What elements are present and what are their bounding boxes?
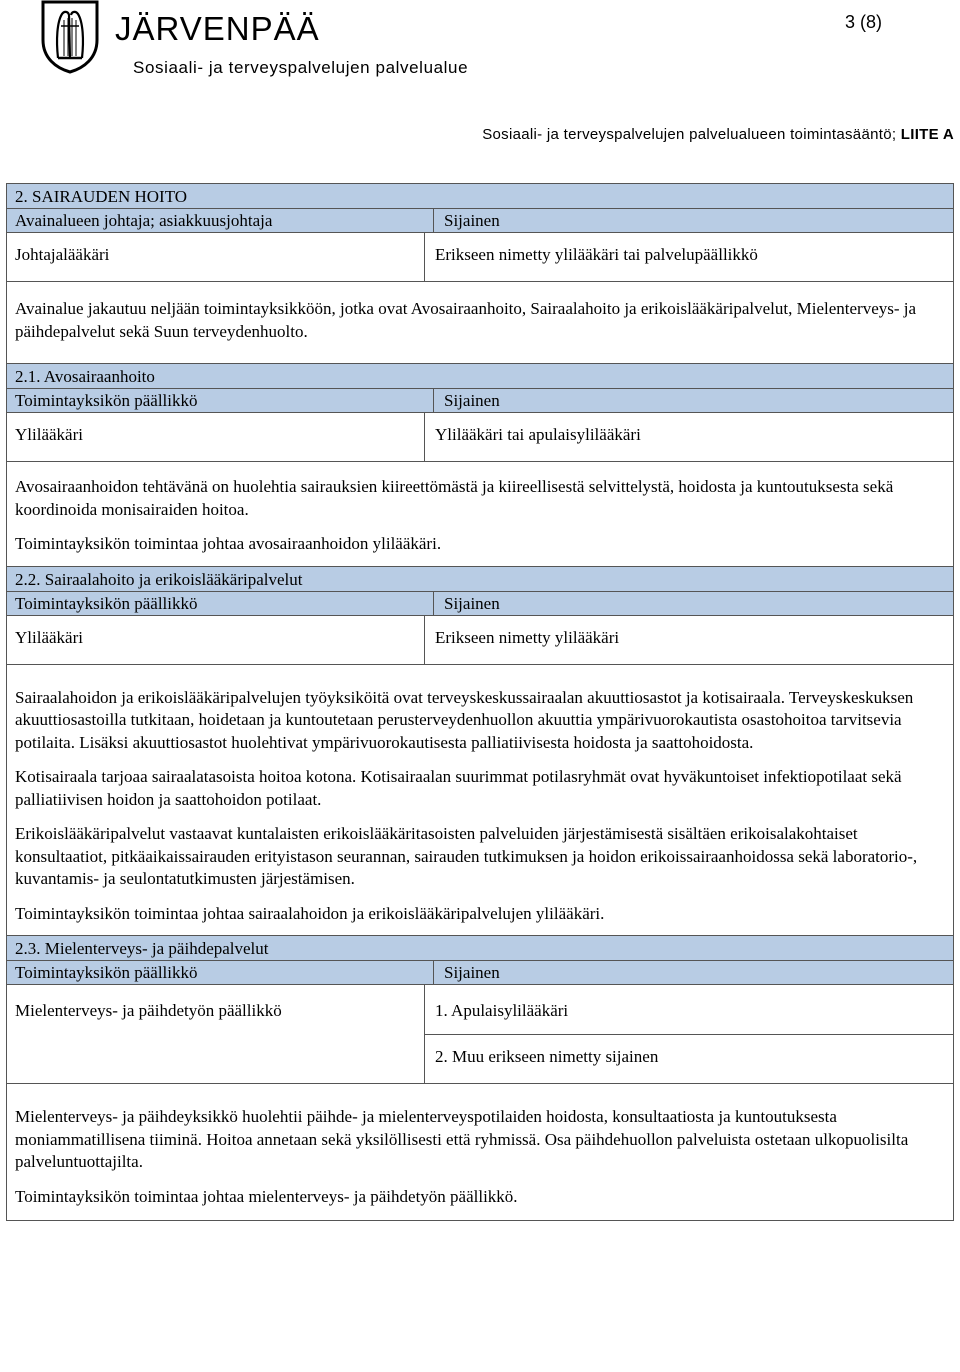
- section-2: [6, 183, 954, 364]
- section-2-1: [6, 364, 954, 567]
- deputy-label: Sijainen: [444, 211, 500, 230]
- role-value: Johtajalääkäri: [7, 233, 425, 281]
- section-title: 2.1. Avosairaanhoito: [7, 364, 953, 389]
- paragraph: Erikoislääkäripalvelut vastaavat kuntalaisten erikoislääkäritasoisten palveluiden järjestämisestä sisältäen erikoisalakohtaiset konsultaatiot, pitkäaikaissairauden erityistason seurannan, sairauden tutkimuksen ja hoidon erikoissairaanhoidossa sekä laboratorio-, kuvantamis- ja seulontatutkimusten järjestämisen.: [15, 824, 918, 888]
- section-2-2: [6, 567, 954, 937]
- paragraph: Toimintayksikön toimintaa johtaa mielenterveys- ja päihdetyön päällikkö.: [15, 1186, 518, 1206]
- role-header-row: [7, 592, 953, 616]
- role-label: Toimintayksikön päällikkö: [7, 961, 434, 984]
- paragraph: Sairaalahoidon ja erikoislääkäripalvelujen työyksiköitä ovat terveyskeskussairaalan akuuttiosastot ja kotisairaala. Terveyskeskuksen akuuttiosastoilla tutkitaan, hoidetaan ja kuntoutetaan perusterveydenhuollon akuuttia ympärivuorokautista osastohoitoa tarvitsevia potilaita. Lisäksi akuuttiosastot huolehtivat ympärivuorokautisesta palliatiivisesta hoidosta ja saattohoidosta.: [15, 687, 914, 752]
- role-label: Avainalueen johtaja; asiakkuusjohtaja: [7, 209, 434, 232]
- role-label: Toimintayksikön päällikkö: [7, 389, 434, 412]
- role-value: Ylilääkäri: [7, 616, 425, 664]
- section-title: 2.3. Mielenterveys- ja päihdepalvelut: [7, 936, 953, 961]
- document-reference-text: Sosiaali- ja terveyspalvelujen palvelualueen toimintasääntö;: [482, 126, 897, 143]
- role-value: Ylilääkäri: [7, 413, 425, 461]
- brand-name: JÄRVENPÄÄ: [115, 10, 320, 47]
- role-value: Mielenterveys- ja päihdetyön päällikkö: [7, 985, 425, 1083]
- deputy-value-first: 1. Apulaisylilääkäri: [435, 1001, 569, 1020]
- department-name: Sosiaali- ja terveyspalvelujen palvelualue: [133, 58, 469, 77]
- deputy-label: Sijainen: [444, 593, 500, 613]
- section-text: [7, 282, 953, 363]
- deputy-label: Sijainen: [444, 963, 500, 982]
- document-reference: [482, 126, 954, 143]
- section-text: [7, 665, 953, 936]
- paragraph: Avainalue jakautuu neljään toimintayksikköön, jotka ovat Avosairaanhoito, Sairaalahoito ja erikoislääkäripalvelut, Mielenterveys- ja päihdepalvelut sekä Suun terveydenhuolto.: [15, 299, 917, 341]
- appendix-label: LIITE A: [900, 126, 954, 143]
- role-value-row: [7, 233, 953, 282]
- deputy-values: [425, 985, 953, 1083]
- city-crest-logo: [40, 0, 100, 74]
- paragraph: Toimintayksikön toimintaa johtaa sairaalahoidon ja erikoislääkäripalvelujen ylilääkäri.: [15, 903, 605, 923]
- section-text: [7, 462, 953, 566]
- deputy-label: Sijainen: [444, 391, 500, 410]
- section-title: 2. SAIRAUDEN HOITO: [7, 184, 953, 209]
- deputy-value: Erikseen nimetty ylilääkäri tai palvelupäällikkö: [435, 245, 758, 264]
- role-value-row: [7, 616, 953, 665]
- role-label: Toimintayksikön päällikkö: [7, 592, 434, 615]
- page-header: [0, 0, 960, 190]
- role-value-row: [7, 413, 953, 462]
- section-text: [7, 1084, 953, 1220]
- page-number: 3 (8): [844, 12, 882, 32]
- role-header-row: [7, 389, 953, 413]
- role-header-row: [7, 209, 953, 233]
- deputy-value: Erikseen nimetty ylilääkäri: [435, 627, 620, 647]
- deputy-value-second: 2. Muu erikseen nimetty sijainen: [425, 1034, 953, 1083]
- document-body: [6, 183, 954, 1221]
- paragraph: Mielenterveys- ja päihdeyksikkö huolehtii päihde- ja mielenterveyspotilaiden hoidosta, konsultaatiosta ja kuntoutuksesta moniammatillisena tiiminä. Hoitoa annetaan sekä yksilöllisesti että ryhmissä. Osa päihdehuollon palveluista ostetaan ulkopuolisilta palveluntuottajilta.: [15, 1107, 909, 1171]
- role-value-row: [7, 985, 953, 1084]
- paragraph: Toimintayksikön toimintaa johtaa avosairaanhoidon ylilääkäri.: [15, 534, 442, 553]
- role-header-row: [7, 961, 953, 985]
- section-2-3: [6, 936, 954, 1221]
- paragraph: Kotisairaala tarjoaa sairaalatasoista hoitoa kotona. Kotisairaalan suurimmat potilasryhmät ovat hyväkuntoiset infektiopotilaat sekä palliatiivisen hoidon ja saattohoidon potilaat.: [15, 767, 902, 809]
- paragraph: Avosairaanhoidon tehtävänä on huolehtia sairauksien kiireettömästä ja kiireellisestä selvittelystä, hoidosta ja kuntoutuksesta sekä koordinoida monisairaiden hoitoa.: [15, 477, 894, 519]
- deputy-value: Ylilääkäri tai apulaisylilääkäri: [435, 425, 641, 444]
- section-title: 2.2. Sairaalahoito ja erikoislääkäripalvelut: [7, 567, 953, 592]
